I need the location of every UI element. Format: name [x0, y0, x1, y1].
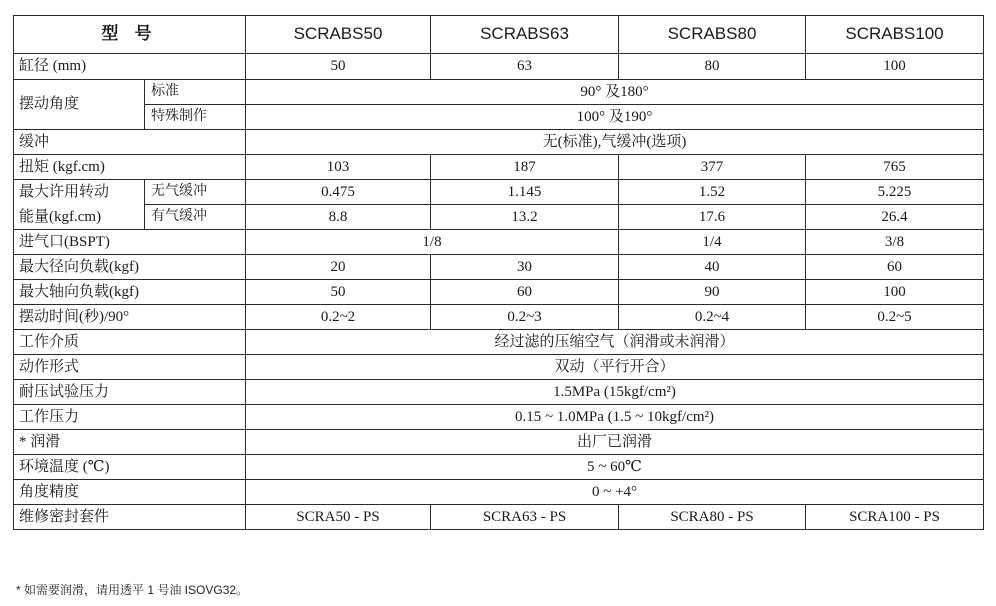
radial-load-value: 20 — [246, 255, 431, 280]
bore-label: 缸径 (mm) — [14, 54, 246, 80]
radial-load-value: 60 — [806, 255, 984, 280]
bore-value: 50 — [246, 54, 431, 80]
swing-angle-special-label: 特殊制作 — [145, 105, 246, 130]
energy-row-with-cushion — [14, 205, 984, 230]
proof-pressure-row — [14, 380, 984, 405]
cushion-label: 缓冲 — [14, 130, 246, 155]
swing-angle-row-special — [14, 105, 984, 130]
angle-accuracy-label: 角度精度 — [14, 480, 246, 505]
footnote: * 如需要润滑，请用透平 1 号油 ISOVG32。 — [16, 583, 249, 597]
swing-time-value: 0.2~2 — [246, 305, 431, 330]
cushion-row — [14, 130, 984, 155]
working-pressure-label: 工作压力 — [14, 405, 246, 430]
torque-label: 扭矩 (kgf.cm) — [14, 155, 246, 180]
header-row — [14, 16, 984, 54]
model-scrabs100: SCRABS100 — [806, 16, 984, 54]
medium-value: 经过滤的压缩空气（润滑或未润滑） — [246, 330, 984, 355]
proof-pressure-value: 1.5MPa (15kgf/cm²) — [246, 380, 984, 405]
action-row — [14, 355, 984, 380]
torque-value: 103 — [246, 155, 431, 180]
energy-value: 1.145 — [431, 180, 619, 205]
model-header: 型 号 — [14, 16, 246, 54]
radial-load-value: 40 — [619, 255, 806, 280]
angle-accuracy-value: 0 ~ +4° — [246, 480, 984, 505]
lubrication-label: * 润滑 — [14, 430, 246, 455]
torque-row — [14, 155, 984, 180]
energy-value: 1.52 — [619, 180, 806, 205]
repair-kit-value: SCRA80 - PS — [619, 505, 806, 530]
port-value-80: 1/4 — [619, 230, 806, 255]
angle-accuracy-row — [14, 480, 984, 505]
torque-value: 377 — [619, 155, 806, 180]
bore-row — [14, 54, 984, 80]
repair-kit-row — [14, 505, 984, 530]
axial-load-label: 最大轴向负载(kgf) — [14, 280, 246, 305]
model-scrabs50: SCRABS50 — [246, 16, 431, 54]
model-scrabs63: SCRABS63 — [431, 16, 619, 54]
swing-angle-label: 摆动角度 — [14, 80, 145, 130]
proof-pressure-label: 耐压试验压力 — [14, 380, 246, 405]
repair-kit-value: SCRA63 - PS — [431, 505, 619, 530]
ambient-temp-label: 环境温度 (℃) — [14, 455, 246, 480]
radial-load-value: 30 — [431, 255, 619, 280]
medium-label: 工作介质 — [14, 330, 246, 355]
repair-kit-label: 维修密封套件 — [14, 505, 246, 530]
swing-angle-standard-value: 90° 及180° — [246, 80, 984, 105]
axial-load-value: 50 — [246, 280, 431, 305]
energy-value: 26.4 — [806, 205, 984, 230]
repair-kit-value: SCRA100 - PS — [806, 505, 984, 530]
ambient-temp-row — [14, 455, 984, 480]
swing-time-row — [14, 305, 984, 330]
torque-value: 187 — [431, 155, 619, 180]
energy-label-line1: 最大许用转动 — [14, 180, 145, 205]
axial-load-row — [14, 280, 984, 305]
swing-time-value: 0.2~4 — [619, 305, 806, 330]
model-scrabs80: SCRABS80 — [619, 16, 806, 54]
radial-load-label: 最大径向负载(kgf) — [14, 255, 246, 280]
spec-table — [13, 15, 984, 530]
working-pressure-row — [14, 405, 984, 430]
energy-value: 17.6 — [619, 205, 806, 230]
port-row — [14, 230, 984, 255]
swing-time-value: 0.2~5 — [806, 305, 984, 330]
action-label: 动作形式 — [14, 355, 246, 380]
energy-no-cushion-label: 无气缓冲 — [145, 180, 246, 205]
port-value-100: 3/8 — [806, 230, 984, 255]
action-value: 双动（平行开合） — [246, 355, 984, 380]
medium-row — [14, 330, 984, 355]
swing-angle-special-value: 100° 及190° — [246, 105, 984, 130]
energy-with-cushion-label: 有气缓冲 — [145, 205, 246, 230]
energy-label-line2: 能量(kgf.cm) — [14, 205, 145, 230]
lubrication-row — [14, 430, 984, 455]
port-value-50-63: 1/8 — [246, 230, 619, 255]
energy-value: 0.475 — [246, 180, 431, 205]
bore-value: 80 — [619, 54, 806, 80]
energy-value: 5.225 — [806, 180, 984, 205]
energy-row-no-cushion — [14, 180, 984, 205]
port-label: 进气口(BSPT) — [14, 230, 246, 255]
energy-value: 8.8 — [246, 205, 431, 230]
axial-load-value: 100 — [806, 280, 984, 305]
axial-load-value: 90 — [619, 280, 806, 305]
torque-value: 765 — [806, 155, 984, 180]
swing-time-label: 摆动时间(秒)/90° — [14, 305, 246, 330]
swing-angle-standard-label: 标准 — [145, 80, 246, 105]
repair-kit-value: SCRA50 - PS — [246, 505, 431, 530]
energy-value: 13.2 — [431, 205, 619, 230]
working-pressure-value: 0.15 ~ 1.0MPa (1.5 ~ 10kgf/cm²) — [246, 405, 984, 430]
axial-load-value: 60 — [431, 280, 619, 305]
ambient-temp-value: 5 ~ 60℃ — [246, 455, 984, 480]
bore-value: 100 — [806, 54, 984, 80]
swing-angle-row-standard — [14, 80, 984, 105]
radial-load-row — [14, 255, 984, 280]
swing-time-value: 0.2~3 — [431, 305, 619, 330]
bore-value: 63 — [431, 54, 619, 80]
cushion-value: 无(标准),气缓冲(选项) — [246, 130, 984, 155]
lubrication-value: 出厂已润滑 — [246, 430, 984, 455]
